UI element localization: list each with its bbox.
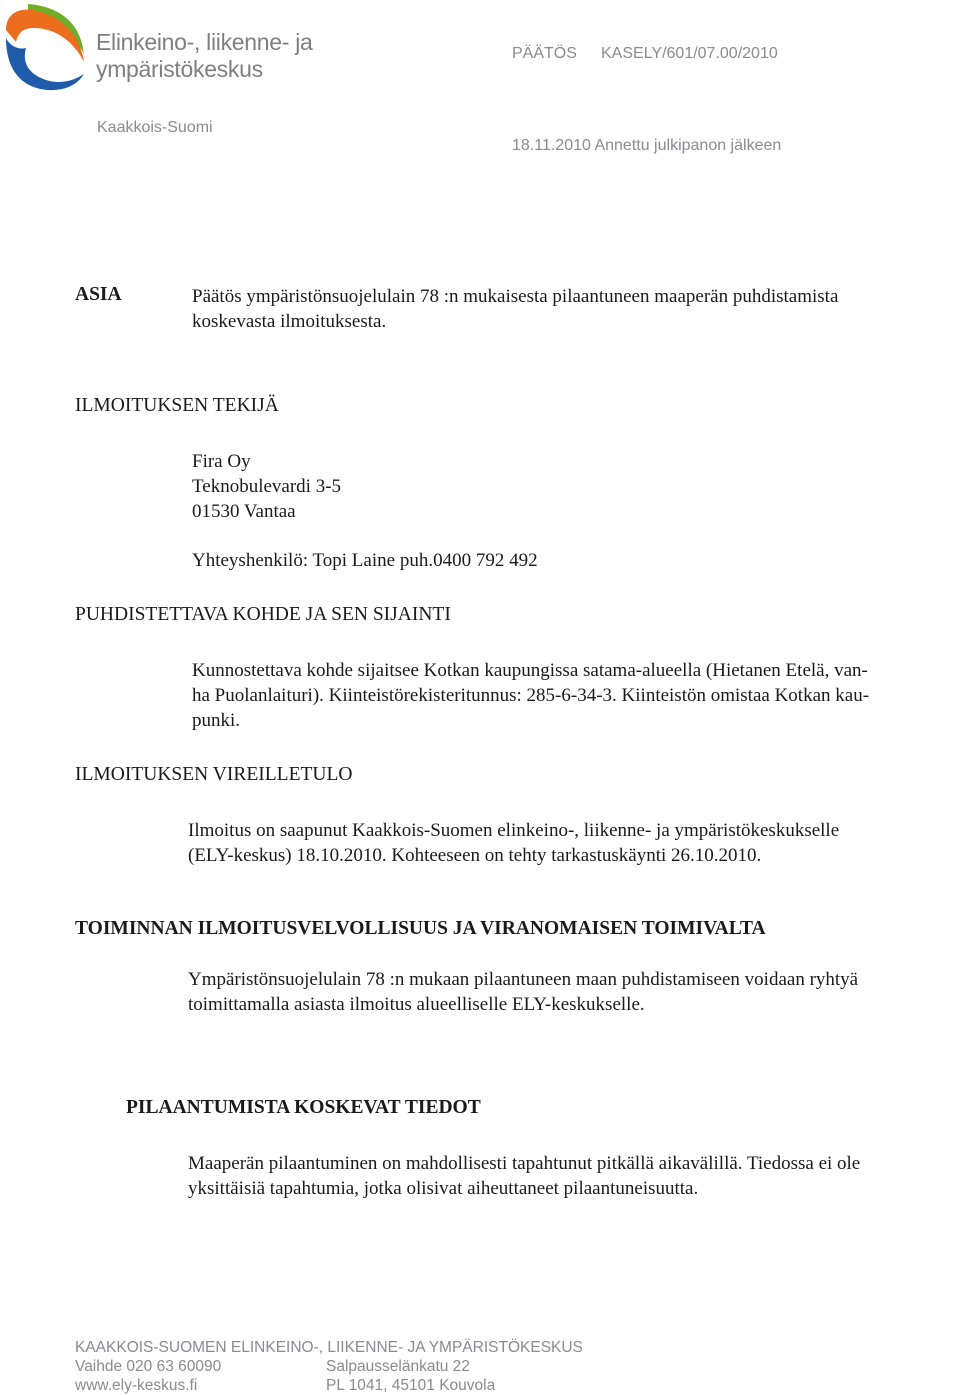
text-line: yksittäisiä tapahtumia, jotka olisivat aiheuttaneet pilaantuneisuutta. (188, 1178, 699, 1199)
section-text-asia (192, 284, 838, 334)
text-line: Maaperän pilaantuminen on mahdollisesti tapahtunut pitkällä aikavälillä. Tiedossa ei ole (188, 1153, 861, 1174)
notifier-street: Teknobulevardi 3-5 (192, 476, 342, 497)
section-label-contamination: PILAANTUMISTA KOSKEVAT TIEDOT (126, 1097, 481, 1118)
section-label-initiation: ILMOITUKSEN VIREILLETULO (75, 764, 353, 785)
notifier-contact: Yhteyshenkilö: Topi Laine puh.0400 792 492 (192, 550, 538, 571)
section-text-initiation (188, 818, 839, 868)
section-label-notifier: ILMOITUKSEN TEKIJÄ (75, 395, 279, 416)
footer-website: www.ely-keskus.fi (75, 1377, 198, 1394)
decision-date: 18.11.2010 Annettu julkipanon jälkeen (512, 137, 782, 154)
logo-line-2: ympäristökeskus (96, 56, 263, 82)
notifier-address (192, 449, 341, 524)
footer-phone: Vaihde 020 63 60090 (75, 1358, 222, 1375)
section-text-contamination (188, 1151, 860, 1201)
text-line: ha Puolanlaituri). Kiinteistörekisteritunnus: 285-6-34-3. Kiinteistön omistaa Kotkan kau- (192, 685, 870, 706)
text-line: Ilmoitus on saapunut Kaakkois-Suomen elinkeino-, liikenne- ja ympäristökeskukselle (188, 820, 840, 841)
section-label-site: PUHDISTETTAVA KOHDE JA SEN SIJAINTI (75, 604, 451, 625)
footer-street: Salpausselänkatu 22 (326, 1358, 470, 1375)
text-line: toimittamalla asiasta ilmoitus alueelliselle ELY-keskukselle. (188, 994, 645, 1015)
section-text-authority (188, 967, 858, 1017)
region-name: Kaakkois-Suomi (97, 119, 213, 136)
text-line: koskevasta ilmoituksesta. (192, 311, 387, 332)
document-type: PÄÄTÖS (512, 45, 577, 62)
ely-logo-icon (4, 4, 86, 92)
section-text-site (192, 658, 869, 733)
text-line: Kunnostettava kohde sijaitsee Kotkan kaupungissa satama-alueella (Hietanen Etelä, van- (192, 660, 868, 681)
section-label-asia: ASIA (75, 284, 122, 305)
text-line: Päätös ympäristönsuojelulain 78 :n mukaisesta pilaantuneen maaperän puhdistamista (192, 286, 839, 307)
footer-postbox: PL 1041, 45101 Kouvola (326, 1377, 496, 1394)
logo-wordmark (96, 29, 313, 83)
text-line: (ELY-keskus) 18.10.2010. Kohteeseen on tehty tarkastuskäynti 26.10.2010. (188, 845, 762, 866)
footer-organization: KAAKKOIS-SUOMEN ELINKEINO-, LIIKENNE- JA YMPÄRISTÖKESKUS (75, 1339, 583, 1356)
notifier-name: Fira Oy (192, 451, 251, 472)
document-reference: KASELY/601/07.00/2010 (601, 45, 778, 62)
section-label-authority: TOIMINNAN ILMOITUSVELVOLLISUUS JA VIRANOMAISEN TOIMIVALTA (75, 918, 766, 939)
text-line: punki. (192, 710, 241, 731)
notifier-city: 01530 Vantaa (192, 501, 296, 522)
logo-line-1: Elinkeino-, liikenne- ja (96, 29, 313, 55)
text-line: Ympäristönsuojelulain 78 :n mukaan pilaantuneen maan puhdistamiseen voidaan ryhtyä (188, 969, 859, 990)
